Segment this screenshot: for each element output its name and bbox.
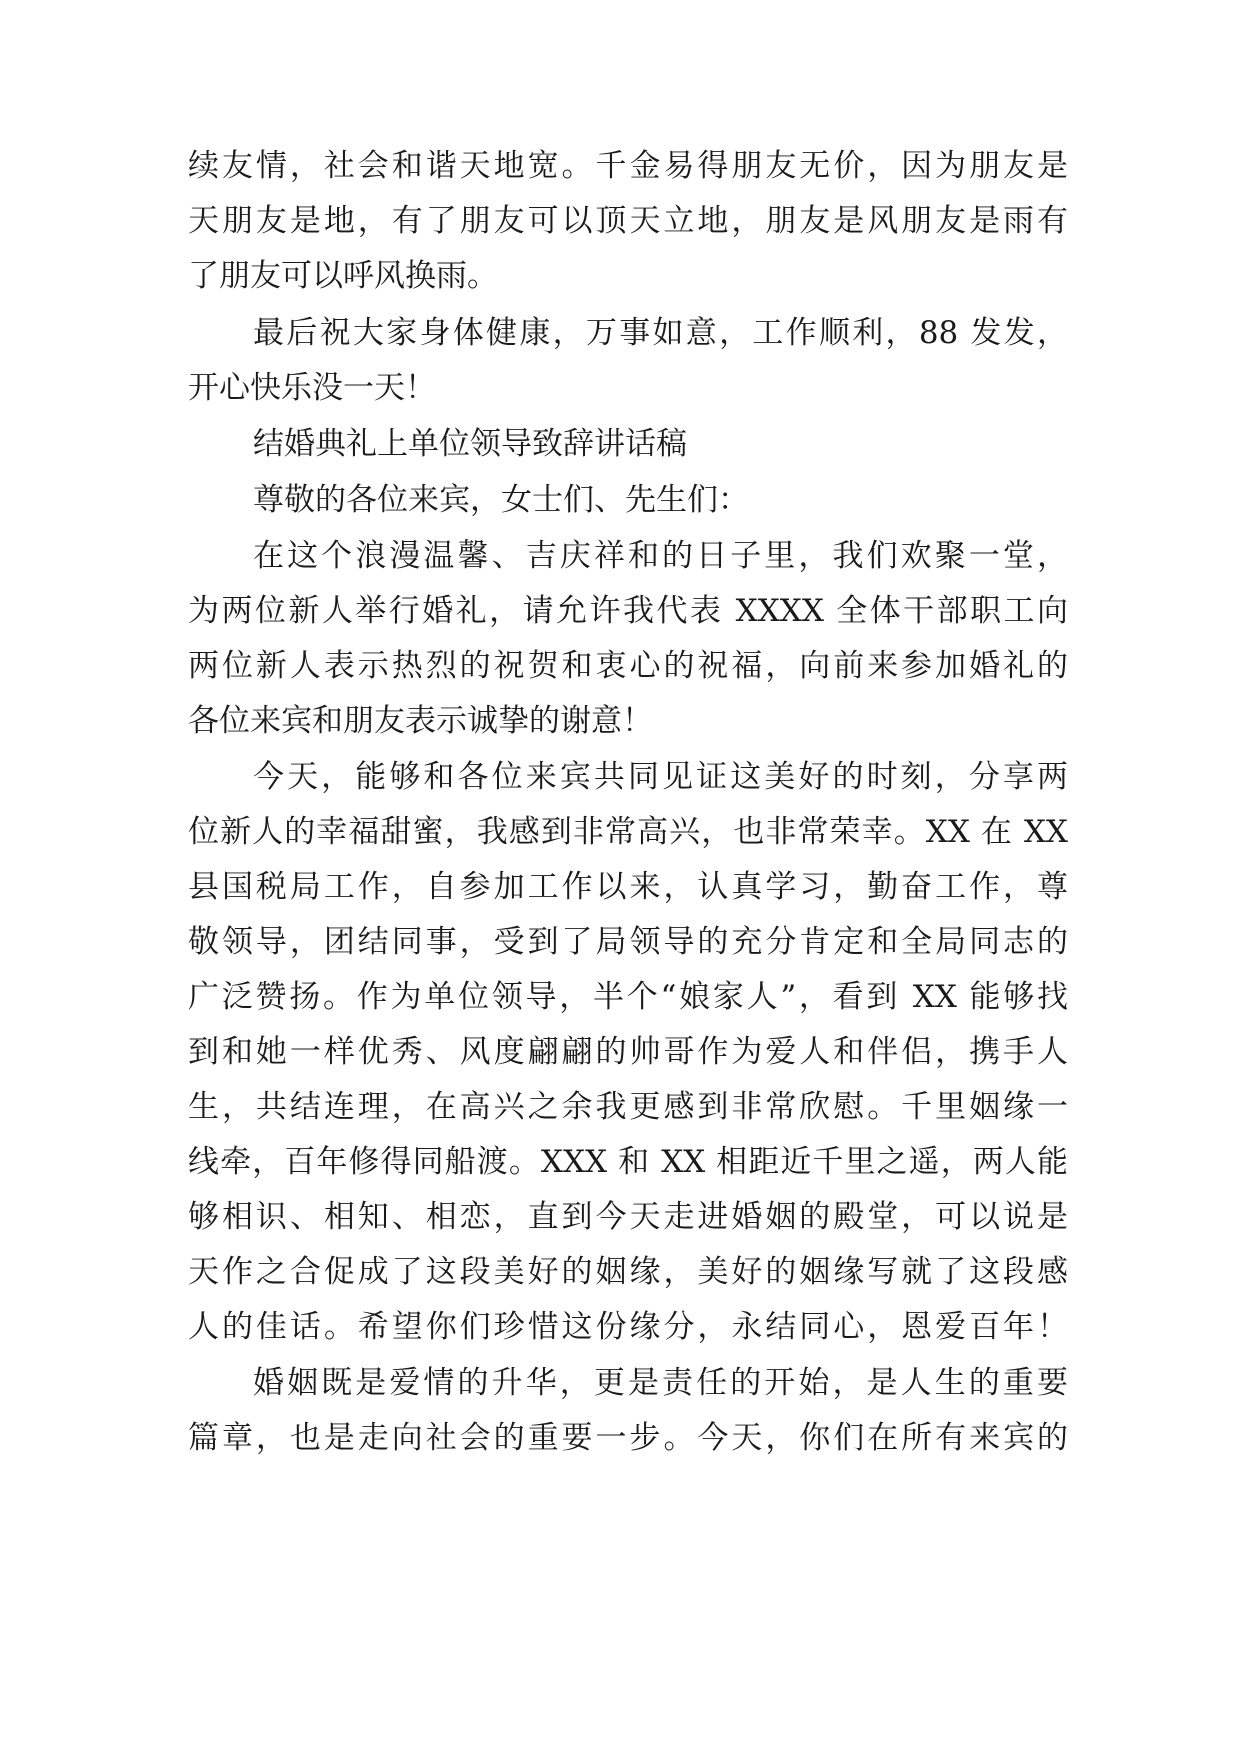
text-line: 各位来宾和朋友表示诚挚的谢意！ [188,703,653,739]
text-line: 线牵，百年修得同船渡。XXX 和 XX 相距近千里之遥，两人能 [188,1144,1068,1180]
text-line: 天朋友是地，有了朋友可以顶天立地，朋友是风朋友是雨有 [188,203,1068,239]
text-line: 在这个浪漫温馨、吉庆祥和的日子里，我们欢聚一堂， [253,538,1068,574]
text-line: 天作之合促成了这段美好的姻缘，美好的姻缘写就了这段感 [188,1254,1068,1290]
text-line: 两位新人表示热烈的祝贺和衷心的祝福，向前来参加婚礼的 [188,648,1068,684]
text-line: 够相识、相知、相恋，直到今天走进婚姻的殿堂，可以说是 [188,1199,1068,1235]
section-heading: 结婚典礼上单位领导致辞讲话稿 [253,426,687,462]
text-line: 生，共结连理，在高兴之余我更感到非常欣慰。千里姻缘一 [188,1089,1068,1125]
text-line: 开心快乐没一天！ [188,370,436,406]
text-line: 今天，能够和各位来宾共同见证这美好的时刻，分享两 [253,759,1068,795]
text-line: 续友情，社会和谐天地宽。千金易得朋友无价，因为朋友是 [188,148,1068,184]
text-line: 县国税局工作，自参加工作以来，认真学习，勤奋工作，尊 [188,869,1068,905]
salutation: 尊敬的各位来宾，女士们、先生们： [253,482,749,518]
text-line: 了朋友可以呼风换雨。 [188,258,498,294]
text-line: 最后祝大家身体健康，万事如意，工作顺利，88 发发， [253,315,1068,351]
text-line: 为两位新人举行婚礼，请允许我代表 XXXX 全体干部职工向 [188,593,1068,629]
text-line: 到和她一样优秀、风度翩翩的帅哥作为爱人和伴侣，携手人 [188,1034,1068,1070]
text-line: 广泛赞扬。作为单位领导，半个“娘家人”，看到 XX 能够找 [188,979,1068,1015]
text-line: 位新人的幸福甜蜜，我感到非常高兴，也非常荣幸。XX 在 XX [188,814,1068,850]
text-line: 人的佳话。希望你们珍惜这份缘分，永结同心，恩爱百年！ [188,1309,1068,1345]
text-line: 篇章，也是走向社会的重要一步。今天，你们在所有来宾的 [188,1420,1068,1456]
text-line: 敬领导，团结同事，受到了局领导的充分肯定和全局同志的 [188,924,1068,960]
text-line: 婚姻既是爱情的升华，更是责任的开始，是人生的重要 [253,1365,1068,1401]
